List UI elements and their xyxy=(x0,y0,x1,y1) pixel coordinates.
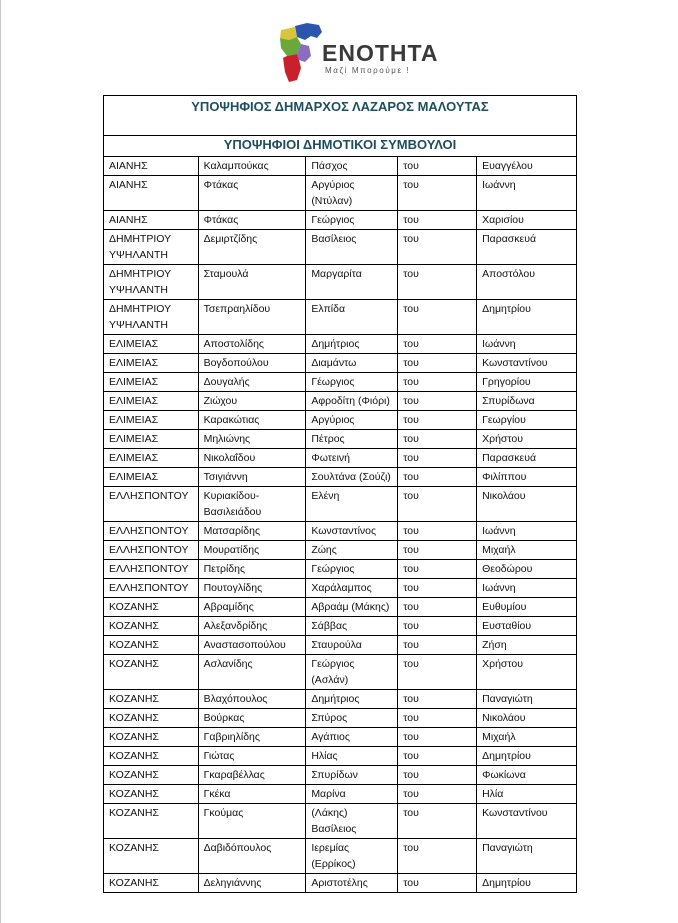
father-name-cell: Γρηγορίου xyxy=(477,373,577,392)
surname-cell: Δαβιδόπουλος xyxy=(198,839,306,874)
father-name-cell: Ιωάννη xyxy=(477,522,577,541)
of-cell: του xyxy=(398,373,477,392)
surname-cell: Γκέκα xyxy=(198,785,306,804)
first-name-cell: Σπύρος xyxy=(306,709,398,728)
father-name-cell: Παρασκευά xyxy=(477,230,577,265)
table-row xyxy=(104,541,577,560)
surname-cell: Ματσαρίδης xyxy=(198,522,306,541)
surname-cell: Αποστολίδης xyxy=(198,335,306,354)
table-row xyxy=(104,839,577,874)
of-cell: του xyxy=(398,655,477,690)
of-cell: του xyxy=(398,354,477,373)
district-cell: ΕΛΙΜΕΙΑΣ xyxy=(104,335,199,354)
candidates-table xyxy=(103,95,577,893)
district-cell: ΕΛΛΗΣΠΟΝΤΟΥ xyxy=(104,541,199,560)
of-cell: του xyxy=(398,335,477,354)
surname-cell: Φτάκας xyxy=(198,176,306,211)
table-row xyxy=(104,354,577,373)
table-row xyxy=(104,449,577,468)
table-row xyxy=(104,430,577,449)
of-cell: του xyxy=(398,785,477,804)
father-name-cell: Παναγιώτη xyxy=(477,690,577,709)
table-row xyxy=(104,392,577,411)
district-cell: ΚΟΖΑΝΗΣ xyxy=(104,655,199,690)
father-name-cell: Κωνσταντίνου xyxy=(477,354,577,373)
surname-cell: Κυριακίδου-Βασιλειάδου xyxy=(198,487,306,522)
first-name-cell: Ιερεμίας (Ερρίκος) xyxy=(306,839,398,874)
father-name-cell: Ηλία xyxy=(477,785,577,804)
table-row xyxy=(104,598,577,617)
surname-cell: Δεμιρτζίδης xyxy=(198,230,306,265)
page-edge xyxy=(0,0,1,923)
father-name-cell: Ευαγγέλου xyxy=(477,157,577,176)
table-row xyxy=(104,335,577,354)
district-cell: ΕΛΛΗΣΠΟΝΤΟΥ xyxy=(104,579,199,598)
father-name-cell: Σπυρίδωνα xyxy=(477,392,577,411)
first-name-cell: Κωνσταντίνος xyxy=(306,522,398,541)
of-cell: του xyxy=(398,468,477,487)
table-row xyxy=(104,468,577,487)
table-row xyxy=(104,874,577,893)
district-cell: ΕΛΛΗΣΠΟΝΤΟΥ xyxy=(104,487,199,522)
district-cell: ΑΙΑΝΗΣ xyxy=(104,211,199,230)
father-name-cell: Νικολάου xyxy=(477,709,577,728)
surname-cell: Τσιγιάννη xyxy=(198,468,306,487)
district-cell: ΕΛΙΜΕΙΑΣ xyxy=(104,354,199,373)
surname-cell: Βούρκας xyxy=(198,709,306,728)
first-name-cell: Αργύριος xyxy=(306,411,398,430)
surname-cell: Δεληγιάννης xyxy=(198,874,306,893)
of-cell: του xyxy=(398,839,477,874)
surname-cell: Μηλιώνης xyxy=(198,430,306,449)
of-cell: του xyxy=(398,449,477,468)
table-row xyxy=(104,265,577,300)
father-name-cell: Μιχαήλ xyxy=(477,728,577,747)
table-row xyxy=(104,230,577,265)
table-row xyxy=(104,766,577,785)
first-name-cell: Βασίλειος xyxy=(306,230,398,265)
father-name-cell: Ιωάννη xyxy=(477,579,577,598)
district-cell: ΕΛΙΜΕΙΑΣ xyxy=(104,373,199,392)
father-name-cell: Αποστόλου xyxy=(477,265,577,300)
surname-cell: Ζιώχου xyxy=(198,392,306,411)
surname-cell: Δουγαλής xyxy=(198,373,306,392)
father-name-cell: Μιχαήλ xyxy=(477,541,577,560)
table-row xyxy=(104,176,577,211)
father-name-cell: Θεοδώρου xyxy=(477,560,577,579)
district-cell: ΚΟΖΑΝΗΣ xyxy=(104,598,199,617)
surname-cell: Πουτογλίδης xyxy=(198,579,306,598)
of-cell: του xyxy=(398,430,477,449)
father-name-cell: Ιωάννη xyxy=(477,176,577,211)
table-row xyxy=(104,487,577,522)
district-cell: ΚΟΖΑΝΗΣ xyxy=(104,709,199,728)
of-cell: του xyxy=(398,766,477,785)
district-cell: ΑΙΑΝΗΣ xyxy=(104,176,199,211)
table-row xyxy=(104,411,577,430)
district-cell: ΕΛΙΜΕΙΑΣ xyxy=(104,430,199,449)
district-cell: ΚΟΖΑΝΗΣ xyxy=(104,874,199,893)
district-cell: ΕΛΙΜΕΙΑΣ xyxy=(104,468,199,487)
of-cell: του xyxy=(398,300,477,335)
table-row xyxy=(104,211,577,230)
father-name-cell: Ευθυμίου xyxy=(477,598,577,617)
first-name-cell: Ηλίας xyxy=(306,747,398,766)
of-cell: του xyxy=(398,690,477,709)
first-name-cell: Πάσχος xyxy=(306,157,398,176)
first-name-cell: Γεώργιος xyxy=(306,560,398,579)
of-cell: του xyxy=(398,728,477,747)
table-row xyxy=(104,522,577,541)
first-name-cell: Μαρίνα xyxy=(306,785,398,804)
first-name-cell: Ελπίδα xyxy=(306,300,398,335)
surname-cell: Μουρατίδης xyxy=(198,541,306,560)
father-name-cell: Δημητρίου xyxy=(477,874,577,893)
surname-cell: Αλεξανδρίδης xyxy=(198,617,306,636)
surname-cell: Ασλανίδης xyxy=(198,655,306,690)
first-name-cell: Ζώης xyxy=(306,541,398,560)
of-cell: του xyxy=(398,541,477,560)
of-cell: του xyxy=(398,392,477,411)
father-name-cell: Παναγιώτη xyxy=(477,839,577,874)
surname-cell: Γιώτας xyxy=(198,747,306,766)
first-name-cell: Γεώργιος xyxy=(306,211,398,230)
table-row xyxy=(104,709,577,728)
first-name-cell: Μαργαρίτα xyxy=(306,265,398,300)
table-row xyxy=(104,690,577,709)
table-row xyxy=(104,300,577,335)
first-name-cell: Σπυρίδων xyxy=(306,766,398,785)
surname-cell: Βογδοπούλου xyxy=(198,354,306,373)
table-row xyxy=(104,579,577,598)
first-name-cell: Πέτρος xyxy=(306,430,398,449)
surname-cell: Γκούμας xyxy=(198,804,306,839)
district-cell: ΔΗΜΗΤΡΙΟΥ ΥΨΗΛΑΝΤΗ xyxy=(104,300,199,335)
district-cell: ΚΟΖΑΝΗΣ xyxy=(104,839,199,874)
table-row xyxy=(104,157,577,176)
father-name-cell: Ευσταθίου xyxy=(477,617,577,636)
district-cell: ΕΛΙΜΕΙΑΣ xyxy=(104,392,199,411)
first-name-cell: Αβραάμ (Μάκης) xyxy=(306,598,398,617)
of-cell: του xyxy=(398,211,477,230)
puzzle-map-icon xyxy=(277,22,323,84)
district-cell: ΚΟΖΑΝΗΣ xyxy=(104,747,199,766)
district-cell: ΕΛΙΜΕΙΑΣ xyxy=(104,411,199,430)
surname-cell: Αναστασοπούλου xyxy=(198,636,306,655)
father-name-cell: Γεωργίου xyxy=(477,411,577,430)
logo-title: ΕΝΟΤΗΤΑ xyxy=(322,40,439,66)
of-cell: του xyxy=(398,522,477,541)
first-name-cell: (Λάκης) Βασίλειος xyxy=(306,804,398,839)
of-cell: του xyxy=(398,230,477,265)
first-name-cell: Γεώργιος (Ασλάν) xyxy=(306,655,398,690)
father-name-cell: Χαρισίου xyxy=(477,211,577,230)
of-cell: του xyxy=(398,265,477,300)
of-cell: του xyxy=(398,176,477,211)
father-name-cell: Δημητρίου xyxy=(477,747,577,766)
first-name-cell: Γέωργιος xyxy=(306,373,398,392)
mayor-heading: ΥΠΟΨΗΦΙΟΣ ΔΗΜΑΡΧΟΣ ΛΑΖΑΡΟΣ ΜΑΛΟΥΤΑΣ xyxy=(104,96,577,136)
district-cell: ΚΟΖΑΝΗΣ xyxy=(104,690,199,709)
of-cell: του xyxy=(398,411,477,430)
surname-cell: Αβραμίδης xyxy=(198,598,306,617)
district-cell: ΚΟΖΑΝΗΣ xyxy=(104,804,199,839)
district-cell: ΚΟΖΑΝΗΣ xyxy=(104,728,199,747)
district-cell: ΚΟΖΑΝΗΣ xyxy=(104,785,199,804)
district-cell: ΕΛΙΜΕΙΑΣ xyxy=(104,449,199,468)
father-name-cell: Ιωάννη xyxy=(477,335,577,354)
of-cell: του xyxy=(398,804,477,839)
father-name-cell: Χρήστου xyxy=(477,430,577,449)
of-cell: του xyxy=(398,579,477,598)
district-cell: ΕΛΛΗΣΠΟΝΤΟΥ xyxy=(104,560,199,579)
father-name-cell: Φωκίωνα xyxy=(477,766,577,785)
of-cell: του xyxy=(398,560,477,579)
surname-cell: Βλαχόπουλος xyxy=(198,690,306,709)
first-name-cell: Φωτεινή xyxy=(306,449,398,468)
table-row xyxy=(104,655,577,690)
table-row xyxy=(104,617,577,636)
first-name-cell: Αργύριος (Ντύλαν) xyxy=(306,176,398,211)
father-name-cell: Χρήστου xyxy=(477,655,577,690)
district-cell: ΚΟΖΑΝΗΣ xyxy=(104,766,199,785)
table-row xyxy=(104,373,577,392)
of-cell: του xyxy=(398,874,477,893)
father-name-cell: Νικολάου xyxy=(477,487,577,522)
father-name-cell: Κωνσταντίνου xyxy=(477,804,577,839)
first-name-cell: Αφροδίτη (Φιόρι) xyxy=(306,392,398,411)
of-cell: του xyxy=(398,598,477,617)
father-name-cell: Φιλίππου xyxy=(477,468,577,487)
surname-cell: Πετρίδης xyxy=(198,560,306,579)
table-row xyxy=(104,747,577,766)
surname-cell: Τσεπραηλίδου xyxy=(198,300,306,335)
district-cell: ΔΗΜΗΤΡΙΟΥ ΥΨΗΛΑΝΤΗ xyxy=(104,265,199,300)
of-cell: του xyxy=(398,157,477,176)
of-cell: του xyxy=(398,487,477,522)
of-cell: του xyxy=(398,709,477,728)
district-cell: ΑΙΑΝΗΣ xyxy=(104,157,199,176)
surname-cell: Γαβριηλίδης xyxy=(198,728,306,747)
first-name-cell: Δημήτριος xyxy=(306,690,398,709)
surname-cell: Γκαραβέλλας xyxy=(198,766,306,785)
district-cell: ΚΟΖΑΝΗΣ xyxy=(104,617,199,636)
first-name-cell: Χαράλαμπος xyxy=(306,579,398,598)
father-name-cell: Δημητρίου xyxy=(477,300,577,335)
council-heading: ΥΠΟΨΗΦΙΟΙ ΔΗΜΟΤΙΚΟΙ ΣΥΜΒΟΥΛΟΙ xyxy=(104,136,577,157)
surname-cell: Καλαμπούκας xyxy=(198,157,306,176)
father-name-cell: Παρασκευά xyxy=(477,449,577,468)
district-cell: ΔΗΜΗΤΡΙΟΥ ΥΨΗΛΑΝΤΗ xyxy=(104,230,199,265)
first-name-cell: Σταυρούλα xyxy=(306,636,398,655)
table-row xyxy=(104,560,577,579)
surname-cell: Σταμουλά xyxy=(198,265,306,300)
first-name-cell: Διαμάντω xyxy=(306,354,398,373)
district-cell: ΕΛΛΗΣΠΟΝΤΟΥ xyxy=(104,522,199,541)
table-row xyxy=(104,785,577,804)
district-cell: ΚΟΖΑΝΗΣ xyxy=(104,636,199,655)
logo-slogan: Μαζί Μπορούμε ! xyxy=(325,66,411,75)
surname-cell: Φτάκας xyxy=(198,211,306,230)
first-name-cell: Σάββας xyxy=(306,617,398,636)
first-name-cell: Ελένη xyxy=(306,487,398,522)
party-logo xyxy=(277,22,467,84)
first-name-cell: Αριστοτέλης xyxy=(306,874,398,893)
surname-cell: Καρακώτιας xyxy=(198,411,306,430)
of-cell: του xyxy=(398,617,477,636)
of-cell: του xyxy=(398,747,477,766)
first-name-cell: Δημήτριος xyxy=(306,335,398,354)
first-name-cell: Αγάπιος xyxy=(306,728,398,747)
table-row xyxy=(104,728,577,747)
table-row xyxy=(104,636,577,655)
first-name-cell: Σουλτάνα (Σούζι) xyxy=(306,468,398,487)
father-name-cell: Ζήση xyxy=(477,636,577,655)
of-cell: του xyxy=(398,636,477,655)
table-row xyxy=(104,804,577,839)
surname-cell: Νικολαΐδου xyxy=(198,449,306,468)
